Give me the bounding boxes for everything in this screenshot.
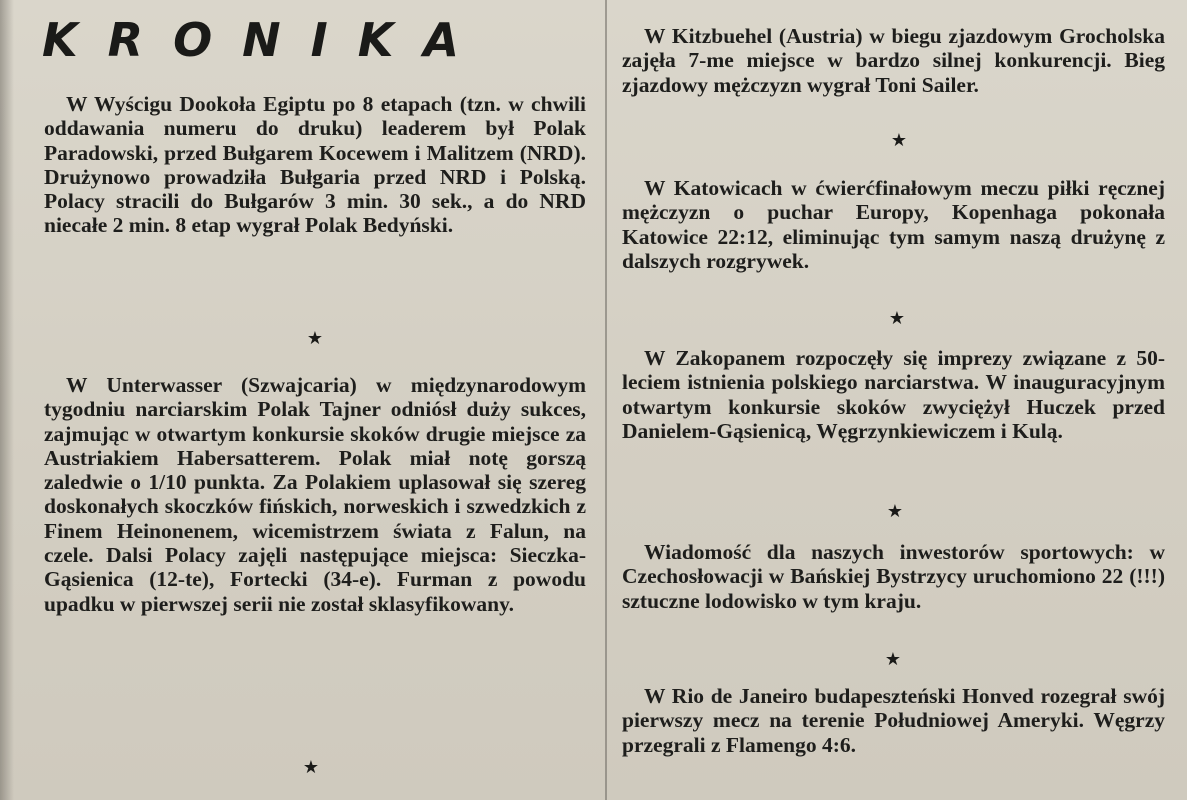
separator-star-icon: ★ [886,501,904,522]
page-edge-shadow [0,0,14,800]
news-item-egypt-race: W Wyścigu Dookoła Egiptu po 8 etapach (tzn. w chwili oddawania numeru do druku) leaderem był Polak Paradowski, przed Bułgarem Kocewem i Malitzem (NRD). Drużynowo prowadziła Bułgaria przed NRD i Polską. Polacy stracili do Bułgarów 3 min. 30 sek., a do NRD niecałe 2 min. 8 etap wygrał Polak Bedyński. [44,92,586,238]
column-divider [605,0,607,800]
separator-star-icon: ★ [884,649,902,670]
news-item-kitzbuehel: W Kitzbuehel (Austria) w biegu zjazdowym Grocholska zajęła 7-me miejsce w bardzo silnej konkurencji. Bieg zjazdowy mężczyzn wygrał Toni Sailer. [622,24,1165,97]
separator-star-icon: ★ [890,130,908,151]
news-item-unterwasser: W Unterwasser (Szwajcaria) w międzynarodowym tygodniu narciarskim Polak Tajner odniósł duży sukces, zajmując w otwartym konkursie skoków drugie miejsce za Austriakiem Habersatterem. Polak miał notę gorszą zaledwie o 1/10 punkta. Za Polakiem uplasował się szereg doskonałych skoczków fińskich, norweskich i szwedzkich z Finem Heinonenem, wicemistrzem świata z Falun, na czele. Dalsi Polacy zajęli następujące miejsca: Sieczka-Gąsienica (12-te), Fortecki (34-e). Furman z powodu upadku w pierwszej serii nie został sklasyfikowany. [44,373,586,616]
separator-star-icon: ★ [888,308,906,329]
news-item-rio: W Rio de Janeiro budapeszteński Honved rozegrał swój pierwszy mecz na terenie Południowej Ameryki. Węgrzy przegrali z Flamengo 4:6. [622,684,1165,757]
separator-star-icon: ★ [306,328,324,349]
page-title: KRONIKA [42,13,490,67]
news-item-bystrzyca: Wiadomość dla naszych inwestorów sportowych: w Czechosłowacji w Bańskiej Bystrzycy uruchomiono 22 (!!!) sztuczne lodowisko w tym kraju. [622,540,1165,613]
separator-star-icon: ★ [302,757,320,778]
news-item-katowice: W Katowicach w ćwierćfinałowym meczu piłki ręcznej mężczyzn o puchar Europy, Kopenhaga pokonała Katowice 22:12, eliminując tym samym naszą drużynę z dalszych rozgrywek. [622,176,1165,273]
news-item-zakopane: W Zakopanem rozpoczęły się imprezy związane z 50-leciem istnienia polskiego narciarstwa. W inauguracyjnym otwartym konkursie skoków zwyciężył Huczek przed Danielem-Gąsienicą, Węgrzynkiewiczem i Kulą. [622,346,1165,443]
